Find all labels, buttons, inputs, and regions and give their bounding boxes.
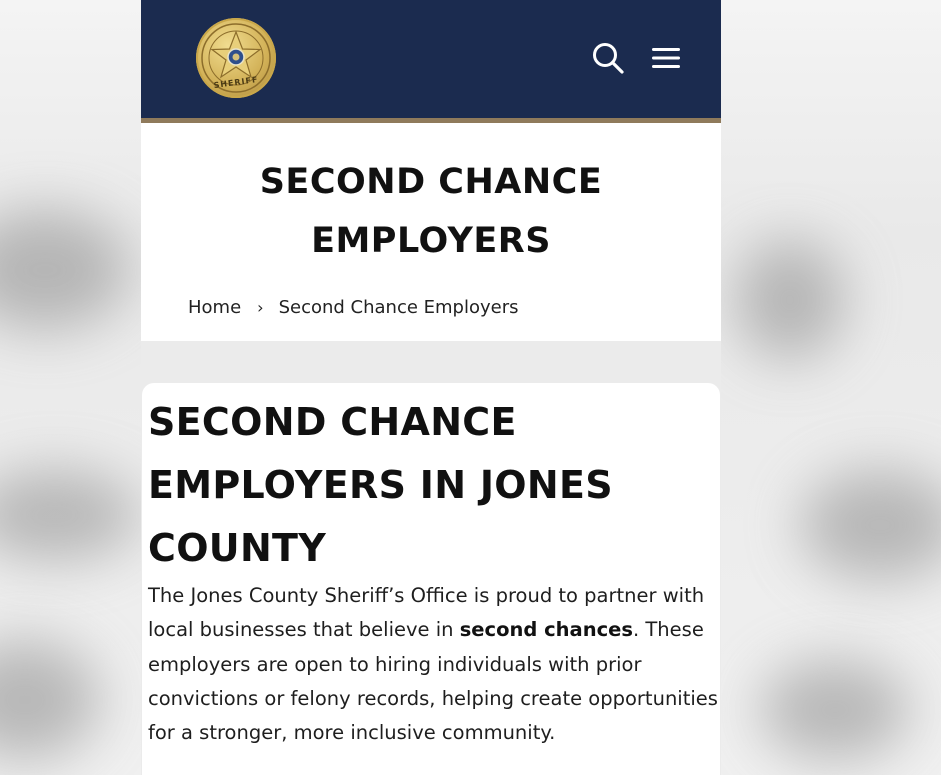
hamburger-menu-icon xyxy=(649,42,683,74)
breadcrumb-separator: › xyxy=(257,298,264,317)
content-card xyxy=(142,383,720,775)
sheriff-badge-logo[interactable] xyxy=(196,18,276,98)
breadcrumb-home-link[interactable]: Home xyxy=(188,297,242,318)
search-icon xyxy=(590,40,626,76)
backdrop-blur xyxy=(0,640,100,760)
breadcrumb-current: Second Chance Employers xyxy=(278,297,519,318)
intro-text-end: . These employers are open to hiring individuals with prior convictions or felony records, helping create opportunities for a stronger, more inclusive community. xyxy=(148,618,718,745)
backdrop-blur xyxy=(800,470,941,580)
intro-text-start: The Jones County Sheriff’s Office is proud to partner with local businesses that believe in xyxy=(148,584,705,642)
intro-emphasis: second chances xyxy=(459,618,633,642)
section-heading: SECOND CHANCE EMPLOYERS IN JONES COUNTY xyxy=(148,400,613,570)
search-button[interactable] xyxy=(590,40,626,76)
backdrop-blur xyxy=(0,210,130,330)
site-header xyxy=(141,0,721,118)
backdrop-blur xyxy=(0,470,140,560)
intro-paragraph xyxy=(148,579,720,750)
mobile-page xyxy=(141,0,721,775)
badge-label: SHERIFF xyxy=(213,74,259,91)
backdrop-blur xyxy=(760,660,910,760)
backdrop-blur xyxy=(735,240,845,360)
menu-button[interactable] xyxy=(649,42,683,74)
breadcrumb xyxy=(188,297,519,318)
page-title: SECOND CHANCE EMPLOYERS xyxy=(259,162,603,261)
page-hero xyxy=(141,123,721,341)
